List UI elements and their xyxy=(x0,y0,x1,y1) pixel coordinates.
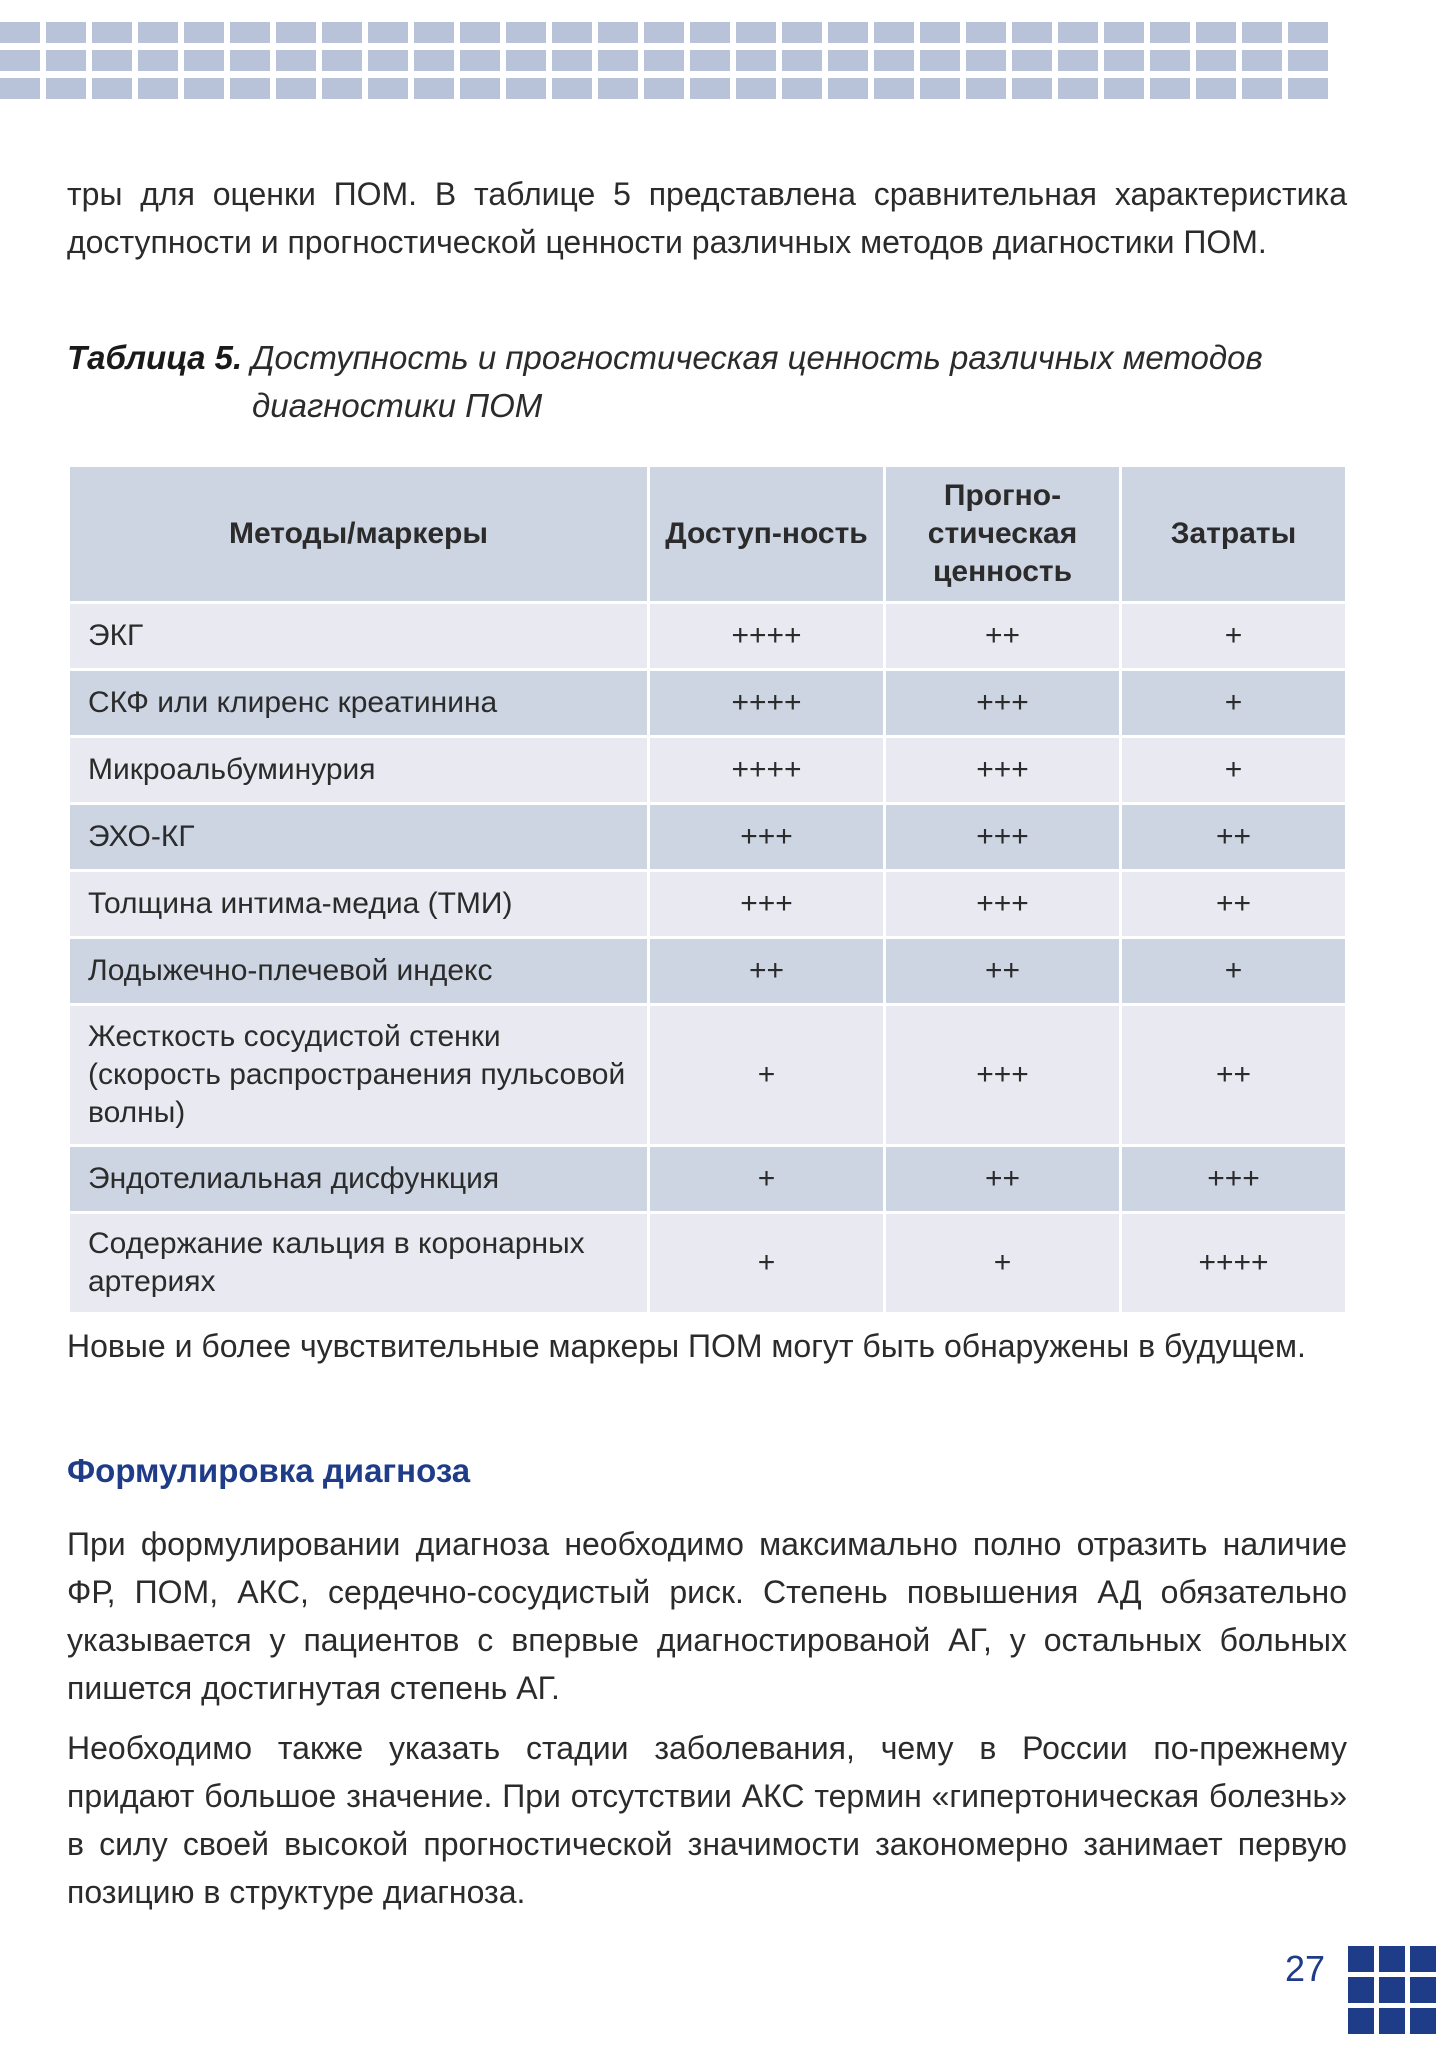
top-decorative-band xyxy=(0,22,1328,99)
band-cell xyxy=(874,22,914,43)
diagnosis-paragraph-1: При формулировании диагноза необходимо максимально полно отразить наличие ФР, ПОМ, АКС, сердечно-сосудистый риск. Степень повышения АД обязательно указывается у пациентов с впервые диагностированой АГ, у остальных больных пишется достигнутая степень АГ. xyxy=(67,1526,1347,1706)
table-row xyxy=(69,670,1347,737)
band-cell xyxy=(690,50,730,71)
cell-method: Жесткость сосудистой стенки (скорость распространения пульсовой волны) xyxy=(69,1005,649,1146)
band-cell xyxy=(138,50,178,71)
band-cell xyxy=(46,50,86,71)
band-cell xyxy=(1288,50,1328,71)
cell-availability: ++ xyxy=(649,938,885,1005)
band-cell xyxy=(0,50,40,71)
band-cell xyxy=(1104,50,1144,71)
band-cell xyxy=(1150,50,1190,71)
cell-availability: ++++ xyxy=(649,737,885,804)
header-cost: Затраты xyxy=(1121,466,1347,603)
band-cell xyxy=(1058,50,1098,71)
header-methods: Методы/маркеры xyxy=(69,466,649,603)
band-cell xyxy=(690,22,730,43)
cell-method: ЭКГ xyxy=(69,603,649,670)
band-cell xyxy=(1012,50,1052,71)
band-cell xyxy=(920,22,960,43)
band-cell xyxy=(0,78,40,99)
band-cell xyxy=(92,22,132,43)
band-cell xyxy=(828,50,868,71)
band-cell xyxy=(1012,22,1052,43)
header-prognostic-value: Прогно-стическая ценность xyxy=(885,466,1121,603)
corner-cell xyxy=(1410,1946,1436,1972)
cell-prognostic-value: +++ xyxy=(885,871,1121,938)
cell-prognostic-value: ++ xyxy=(885,1146,1121,1213)
band-cell xyxy=(276,22,316,43)
table-row xyxy=(69,938,1347,1005)
table-row xyxy=(69,1005,1347,1146)
table-caption-label: Таблица 5. xyxy=(67,339,243,376)
corner-cell xyxy=(1348,1977,1374,2003)
table-row xyxy=(69,1146,1347,1213)
cell-availability: + xyxy=(649,1146,885,1213)
band-cell xyxy=(828,22,868,43)
band-cell xyxy=(920,50,960,71)
band-cell xyxy=(506,78,546,99)
band-cell xyxy=(184,22,224,43)
corner-cell xyxy=(1379,1977,1405,2003)
band-cell xyxy=(966,22,1006,43)
band-cell xyxy=(1150,78,1190,99)
band-cell xyxy=(1196,78,1236,99)
table-row xyxy=(69,871,1347,938)
cell-prognostic-value: +++ xyxy=(885,737,1121,804)
band-cell xyxy=(552,22,592,43)
band-cell xyxy=(414,50,454,71)
band-cell xyxy=(966,50,1006,71)
band-cell xyxy=(276,50,316,71)
band-cell xyxy=(736,22,776,43)
band-cell xyxy=(322,50,362,71)
band-cell xyxy=(368,78,408,99)
cell-method: Микроальбуминурия xyxy=(69,737,649,804)
band-cell xyxy=(184,78,224,99)
cell-prognostic-value: ++ xyxy=(885,603,1121,670)
band-cell xyxy=(920,78,960,99)
band-cell xyxy=(460,22,500,43)
cell-method: Толщина интима-медиа (ТМИ) xyxy=(69,871,649,938)
corner-cell xyxy=(1410,2008,1436,2034)
cell-method: СКФ или клиренс креатинина xyxy=(69,670,649,737)
band-cell xyxy=(690,78,730,99)
band-cell xyxy=(1242,50,1282,71)
band-cell xyxy=(966,78,1006,99)
band-cell xyxy=(598,22,638,43)
band-cell xyxy=(46,22,86,43)
cell-availability: + xyxy=(649,1213,885,1314)
band-cell xyxy=(1242,78,1282,99)
header-availability: Доступ-ность xyxy=(649,466,885,603)
band-cell xyxy=(1058,78,1098,99)
band-cell xyxy=(1196,50,1236,71)
band-cell xyxy=(782,50,822,71)
cell-cost: + xyxy=(1121,938,1347,1005)
section-heading: Формулировка диагноза xyxy=(67,1452,471,1489)
band-cell xyxy=(736,78,776,99)
band-cell xyxy=(736,50,776,71)
band-cell xyxy=(1288,78,1328,99)
band-cell xyxy=(322,78,362,99)
band-cell xyxy=(92,78,132,99)
cell-method: Лодыжечно-плечевой индекс xyxy=(69,938,649,1005)
band-cell xyxy=(0,22,40,43)
band-cell xyxy=(368,50,408,71)
band-cell xyxy=(874,78,914,99)
band-cell xyxy=(414,78,454,99)
table-row xyxy=(69,804,1347,871)
band-cell xyxy=(46,78,86,99)
band-cell xyxy=(552,78,592,99)
cell-prognostic-value: + xyxy=(885,1213,1121,1314)
cell-cost: + xyxy=(1121,737,1347,804)
corner-decorative-grid xyxy=(1348,1946,1436,2034)
cell-availability: ++++ xyxy=(649,670,885,737)
table-row xyxy=(69,1213,1347,1314)
band-cell xyxy=(1012,78,1052,99)
band-cell xyxy=(460,78,500,99)
corner-cell xyxy=(1348,1946,1374,1972)
corner-cell xyxy=(1348,2008,1374,2034)
band-cell xyxy=(1150,22,1190,43)
methods-table xyxy=(67,464,1348,1315)
band-cell xyxy=(230,50,270,71)
diagnosis-paragraph-2: Необходимо также указать стадии заболевания, чему в России по-прежнему придают большое значение. При отсутствии АКС термин «гипертоническая болезнь» в силу своей высокой прогностической значимости закономерно занимает первую позицию в структуре диагноза. xyxy=(67,1730,1347,1910)
band-cell xyxy=(1058,22,1098,43)
table-row xyxy=(69,737,1347,804)
band-cell xyxy=(276,78,316,99)
band-cell xyxy=(1104,78,1144,99)
after-table-paragraph: Новые и более чувствительные маркеры ПОМ могут быть обнаружены в будущем. xyxy=(67,1328,1306,1364)
band-cell xyxy=(506,50,546,71)
cell-availability: ++++ xyxy=(649,603,885,670)
band-cell xyxy=(552,50,592,71)
intro-paragraph: тры для оценки ПОМ. В таблице 5 представлена сравнительная характеристика доступности и прогностической ценности различных методов диагностики ПОМ. xyxy=(67,176,1347,260)
band-cell xyxy=(368,22,408,43)
cell-cost: ++ xyxy=(1121,871,1347,938)
band-cell xyxy=(1104,22,1144,43)
cell-cost: ++ xyxy=(1121,804,1347,871)
cell-cost: ++ xyxy=(1121,1005,1347,1146)
band-cell xyxy=(230,78,270,99)
band-cell xyxy=(460,50,500,71)
band-cell xyxy=(184,50,224,71)
cell-cost: ++++ xyxy=(1121,1213,1347,1314)
page-number: 27 xyxy=(1285,1948,1326,1989)
cell-availability: +++ xyxy=(649,871,885,938)
band-cell xyxy=(598,78,638,99)
band-cell xyxy=(1242,22,1282,43)
corner-cell xyxy=(1410,1977,1436,2003)
band-cell xyxy=(92,50,132,71)
table-header-row xyxy=(69,466,1347,603)
band-cell xyxy=(874,50,914,71)
band-cell xyxy=(138,22,178,43)
cell-method: Содержание кальция в коронарных артериях xyxy=(69,1213,649,1314)
band-cell xyxy=(782,78,822,99)
cell-method: ЭХО-КГ xyxy=(69,804,649,871)
cell-method: Эндотелиальная дисфункция xyxy=(69,1146,649,1213)
corner-cell xyxy=(1379,1946,1405,1972)
band-cell xyxy=(138,78,178,99)
band-cell xyxy=(644,50,684,71)
band-cell xyxy=(598,50,638,71)
band-cell xyxy=(644,78,684,99)
cell-availability: +++ xyxy=(649,804,885,871)
band-cell xyxy=(782,22,822,43)
cell-prognostic-value: +++ xyxy=(885,1005,1121,1146)
table-caption xyxy=(67,334,1347,430)
cell-prognostic-value: +++ xyxy=(885,670,1121,737)
band-cell xyxy=(644,22,684,43)
table-row xyxy=(69,603,1347,670)
band-cell xyxy=(506,22,546,43)
band-cell xyxy=(414,22,454,43)
cell-prognostic-value: +++ xyxy=(885,804,1121,871)
table-caption-title-line2: диагностики ПОМ xyxy=(252,387,543,424)
cell-cost: + xyxy=(1121,670,1347,737)
cell-availability: + xyxy=(649,1005,885,1146)
table-caption-title-line1: Доступность и прогностическая ценность различных методов xyxy=(251,339,1263,376)
cell-cost: +++ xyxy=(1121,1146,1347,1213)
band-cell xyxy=(828,78,868,99)
band-cell xyxy=(1196,22,1236,43)
cell-prognostic-value: ++ xyxy=(885,938,1121,1005)
band-cell xyxy=(230,22,270,43)
band-cell xyxy=(1288,22,1328,43)
cell-cost: + xyxy=(1121,603,1347,670)
corner-cell xyxy=(1379,2008,1405,2034)
band-cell xyxy=(322,22,362,43)
